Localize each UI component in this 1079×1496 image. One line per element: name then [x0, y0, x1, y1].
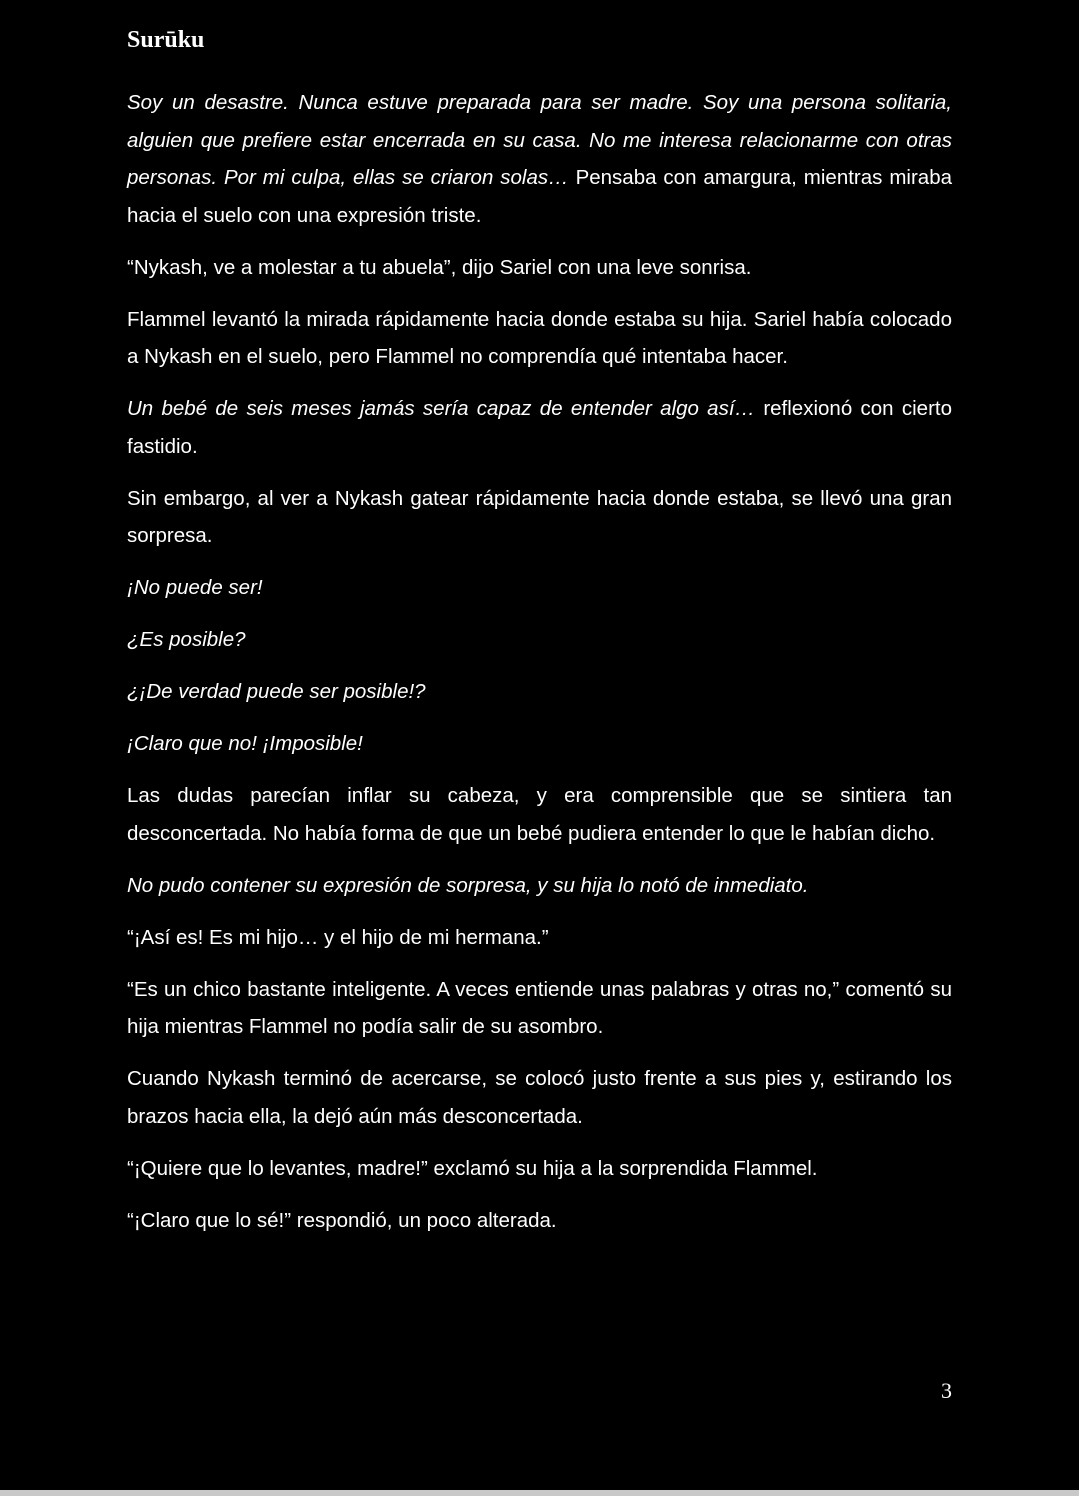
paragraph	[127, 390, 952, 465]
narration: reflexionó con cierto fastidio.	[127, 397, 952, 458]
paragraph: “Es un chico bastante inteligente. A veces entiende unas palabras y otras no,” comentó su hija mientras Flammel no podía salir de su asombro.	[127, 977, 952, 1038]
paragraph: ¡Claro que no! ¡Imposible!	[127, 732, 363, 755]
running-header-title: Surūku	[127, 27, 205, 53]
paragraph: ¿Es posible?	[127, 628, 246, 651]
paragraph: “¡Así es! Es mi hijo… y el hijo de mi hermana.”	[127, 925, 549, 949]
paragraph: Las dudas parecían inflar su cabeza, y era comprensible que se sintiera tan desconcertada. No había forma de que un bebé pudiera entender lo que le habían dicho.	[127, 784, 952, 845]
paragraph: “¡Quiere que lo levantes, madre!” exclamó su hija a la sorprendida Flammel.	[127, 1156, 818, 1180]
narration: Pensaba con amargura, mientras miraba hacia el suelo con una expresión triste.	[127, 166, 952, 227]
paragraph: No pudo contener su expresión de sorpresa, y su hija lo notó de inmediato.	[127, 873, 809, 897]
paragraph: ¡No puede ser!	[127, 576, 263, 599]
inner-thought: Un bebé de seis meses jamás sería capaz de entender algo así…	[127, 397, 756, 420]
paragraph: Cuando Nykash terminó de acercarse, se colocó justo frente a sus pies y, estirando los brazos hacia ella, la dejó aún más desconcertada.	[127, 1067, 952, 1128]
paragraph: Flammel levantó la mirada rápidamente hacia donde estaba su hija. Sariel había colocado a Nykash en el suelo, pero Flammel no comprendía qué intentaba hacer.	[127, 307, 952, 368]
paragraph: “¡Claro que lo sé!” respondió, un poco alterada.	[127, 1208, 557, 1232]
inner-thought: Soy un desastre. Nunca estuve preparada para ser madre. Soy una persona solitaria, alguien que prefiere estar encerrada en su casa. No me interesa relacionarme con otras personas. Por mi culpa, ellas se criaron solas…	[127, 91, 952, 189]
page-bottom-edge	[0, 1490, 1079, 1496]
paragraph: ¿¡De verdad puede ser posible!?	[127, 680, 426, 703]
paragraph: Sin embargo, al ver a Nykash gatear rápidamente hacia donde estaba, se llevó una gran sorpresa.	[127, 486, 952, 547]
page-number: 3	[941, 1378, 952, 1403]
paragraph	[127, 84, 952, 234]
paragraph: “Nykash, ve a molestar a tu abuela”, dijo Sariel con una leve sonrisa.	[127, 255, 752, 279]
body-text	[127, 84, 952, 1254]
